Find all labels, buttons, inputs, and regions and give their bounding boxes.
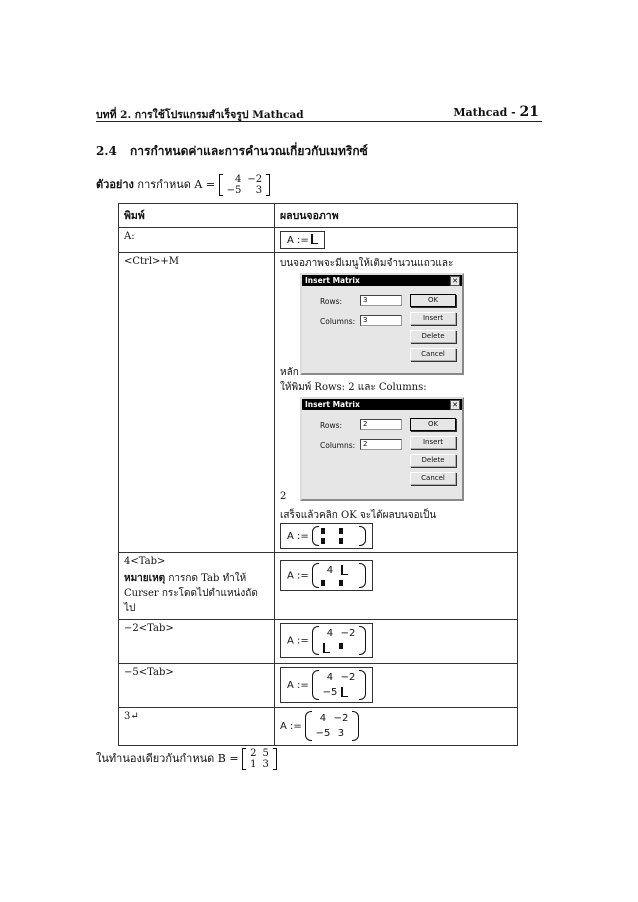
header-app: Mathcad - (453, 106, 516, 119)
result-text: บนจอภาพจะมีเมนูให้เติมจำนวนแถวและ (280, 258, 454, 269)
cursor-icon (341, 565, 348, 575)
header-rule (96, 121, 542, 122)
matrix-cell: −5 (322, 687, 338, 698)
page-number: 21 (519, 104, 539, 120)
rows-input[interactable]: 3 (360, 295, 402, 306)
type-cell: 3↵ (119, 708, 275, 746)
delete-button[interactable]: Delete (410, 330, 456, 343)
insert-matrix-dialog[interactable] (300, 397, 464, 501)
rows-label: Rows: (320, 421, 343, 430)
close-icon[interactable]: ✕ (450, 400, 460, 410)
matrix-cell: 4 (326, 628, 334, 639)
matrix-cell: 4 (326, 672, 334, 683)
section-heading (96, 142, 368, 161)
matrix-cell: −2 (340, 628, 356, 639)
rows-label: Rows: (320, 297, 343, 306)
matrix-cell: 4 (319, 713, 327, 724)
type-cell: <Ctrl>+M (119, 253, 275, 553)
mathcad-region (280, 623, 373, 658)
footer-matrix (242, 748, 277, 770)
result-cell (275, 228, 518, 253)
matrix-cell: −2 (333, 713, 349, 724)
matrix-cell: −5 (226, 185, 242, 196)
mathcad-region (280, 560, 373, 591)
result-text: ให้พิมพ์ Rows: 2 และ Columns: (280, 382, 427, 393)
mathcad-region (280, 523, 373, 549)
assign-text: A := (287, 235, 309, 246)
matrix-cell: 4 (234, 174, 242, 185)
mathcad-region (280, 713, 359, 739)
table-row (119, 253, 518, 553)
note-label: หมายเหตุ (124, 573, 166, 584)
cursor-icon (311, 234, 318, 244)
type-cell (119, 553, 275, 620)
section-title: การกำหนดค่าและการคำนวณเกี่ยวกับเมทริกซ์ (130, 144, 368, 158)
cursor-icon (323, 643, 330, 653)
assign-text: A := (287, 680, 309, 691)
matrix (312, 626, 366, 655)
type-text: 4<Tab> (124, 556, 166, 567)
note-text: การกด Tab ทำให้ Curser กระโดดไปตำแหน่งถัดไป (124, 573, 258, 614)
assign-text: A := (287, 531, 309, 542)
dialog-title: Insert Matrix (302, 275, 462, 286)
result-text: หลัก (280, 367, 299, 378)
running-header-left: บทที่ 2. การใช้โปรแกรมสำเร็จรูป Mathcad (96, 109, 304, 121)
steps-table (118, 203, 518, 746)
cancel-button[interactable]: Cancel (410, 348, 456, 361)
result-text: เสร็จแล้วคลิก OK จะได้ผลบนจอเป็น (280, 510, 437, 521)
mathcad-region (280, 231, 325, 249)
insert-matrix-dialog[interactable] (300, 273, 464, 375)
col-result-header: ผลบนจอภาพ (275, 204, 518, 228)
result-cell (275, 708, 518, 746)
running-header-right (453, 104, 539, 120)
table-row (119, 664, 518, 708)
cursor-icon (341, 687, 348, 697)
matrix-placeholder (312, 526, 366, 546)
matrix (312, 670, 366, 700)
result-text: 2 (280, 491, 287, 502)
result-final-line (280, 508, 512, 549)
matrix-cell: 4 (326, 565, 334, 576)
insert-button[interactable]: Insert (410, 312, 456, 325)
table-row (119, 620, 518, 664)
example-matrix (219, 174, 271, 196)
result-cell (275, 664, 518, 708)
note (124, 571, 269, 616)
type-cell: A: (119, 228, 275, 253)
matrix-cell: 1 (250, 759, 257, 770)
columns-label: Columns: (320, 317, 356, 326)
table-row (119, 553, 518, 620)
assign-text: A := (287, 635, 309, 647)
close-icon[interactable]: ✕ (450, 276, 460, 286)
insert-button[interactable]: Insert (410, 436, 456, 449)
col-type-header: พิมพ์ (119, 204, 275, 228)
matrix-cell: 3 (262, 759, 269, 770)
section-number: 2.4 (96, 144, 117, 158)
table-header-row (119, 204, 518, 228)
assign-text: A := (287, 570, 309, 582)
matrix (312, 563, 366, 588)
dialog-title: Insert Matrix (302, 399, 462, 410)
result-cell (275, 253, 518, 553)
example-line (96, 174, 270, 196)
matrix-cell: −2 (247, 174, 263, 185)
matrix (305, 711, 359, 741)
matrix-cell: 2 (250, 748, 257, 759)
type-cell: −2<Tab> (119, 620, 275, 664)
assign-text: A := (280, 721, 302, 732)
columns-input[interactable]: 2 (360, 439, 402, 450)
result-cell (275, 620, 518, 664)
table-row (119, 228, 518, 253)
columns-input[interactable]: 3 (360, 315, 402, 326)
matrix-cell: 3 (255, 185, 263, 196)
table-row (119, 708, 518, 746)
matrix-cell: −5 (315, 728, 331, 739)
matrix-cell: −2 (340, 672, 356, 683)
rows-input[interactable]: 2 (360, 419, 402, 430)
ok-button[interactable]: OK (410, 294, 456, 307)
matrix-cell: 3 (337, 728, 345, 739)
footer-text: ในทำนองเดียวกันกำหนด B = (96, 752, 239, 765)
matrix-cell: 5 (262, 748, 269, 759)
footer-line (96, 748, 277, 770)
result-cell (275, 553, 518, 620)
ok-button[interactable]: OK (410, 418, 456, 431)
delete-button[interactable]: Delete (410, 454, 456, 467)
example-label: ตัวอย่าง (96, 178, 134, 191)
cancel-button[interactable]: Cancel (410, 472, 456, 485)
example-text: การกำหนด A = (137, 178, 216, 191)
columns-label: Columns: (320, 441, 356, 450)
mathcad-region (280, 667, 373, 703)
type-cell: −5<Tab> (119, 664, 275, 708)
